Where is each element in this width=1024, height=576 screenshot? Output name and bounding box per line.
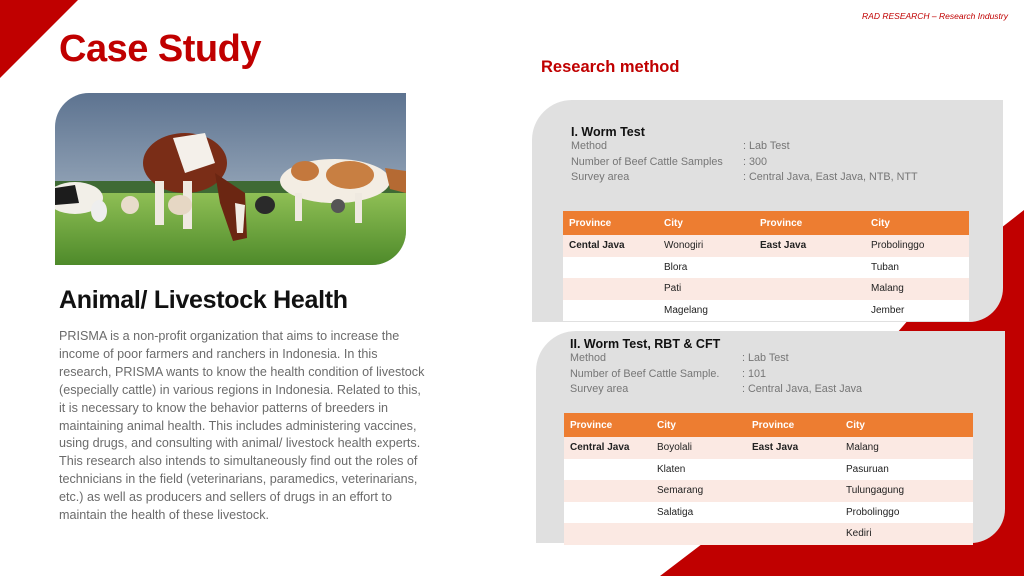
table-row: Blora Tuban xyxy=(563,257,969,279)
table-row: Magelang Jember xyxy=(563,300,969,322)
table-row: Central Java Boyolali East Java Malang xyxy=(564,437,973,459)
table-row: Semarang Tulungagung xyxy=(564,480,973,502)
field-method: Method : Lab Test xyxy=(571,140,790,152)
field-samples: Number of Beef Cattle Sample. : 101 xyxy=(570,367,767,380)
cattle-photo xyxy=(55,93,406,265)
field-survey-area: Survey area : Central Java, East Java, NTB, NTT xyxy=(571,171,918,183)
table-row: Salatiga Probolinggo xyxy=(564,502,973,524)
description-paragraph: PRISMA is a non-profit organization that aims to increase the income of poor farmers and ranchers in Indonesia. In this research, PRISMA wants to know the health condition of livestock (especially cattle) in various regions in Indonesia. Related to this, it is necessary to know the behavior patterns of breeders in maintaining animal health. This includes administering vaccines, using drugs, and consulting with animal/ livestock health experts. This research also intends to simultaneously find out the roles of technicians in the field (veterinarians, paramedics, veterinarians, etc.) as well as producers and sellers of drugs in an effort to maintain the health of these livestock. xyxy=(59,329,425,523)
block-title: I. Worm Test xyxy=(571,125,645,139)
worm-test-info xyxy=(571,125,918,186)
table-row: Klaten Pasuruan xyxy=(564,459,973,481)
cattle-illustration-icon xyxy=(55,93,406,265)
field-samples: Number of Beef Cattle Samples : 300 xyxy=(571,155,768,168)
table-row: Cental Java Wonogiri East Java Probolinggo xyxy=(563,235,969,257)
worm-rbt-cft-info xyxy=(570,337,862,398)
table-header-row: Province City Province City xyxy=(563,211,969,235)
research-method-title: Research method xyxy=(541,58,680,76)
worm-test-table xyxy=(563,211,969,321)
table-row: Kediri xyxy=(564,523,973,545)
worm-rbt-cft-table xyxy=(564,413,973,545)
section-title: Animal/ Livestock Health xyxy=(59,286,348,314)
block-title: II. Worm Test, RBT & CFT xyxy=(570,337,721,351)
brand-label: RAD RESEARCH – Research Industry xyxy=(862,11,1008,21)
table-row: Pati Malang xyxy=(563,278,969,300)
table-header-row: Province City Province City xyxy=(564,413,973,437)
field-survey-area: Survey area : Central Java, East Java xyxy=(570,383,863,395)
field-method: Method : Lab Test xyxy=(570,352,789,364)
page-title: Case Study xyxy=(59,28,261,70)
